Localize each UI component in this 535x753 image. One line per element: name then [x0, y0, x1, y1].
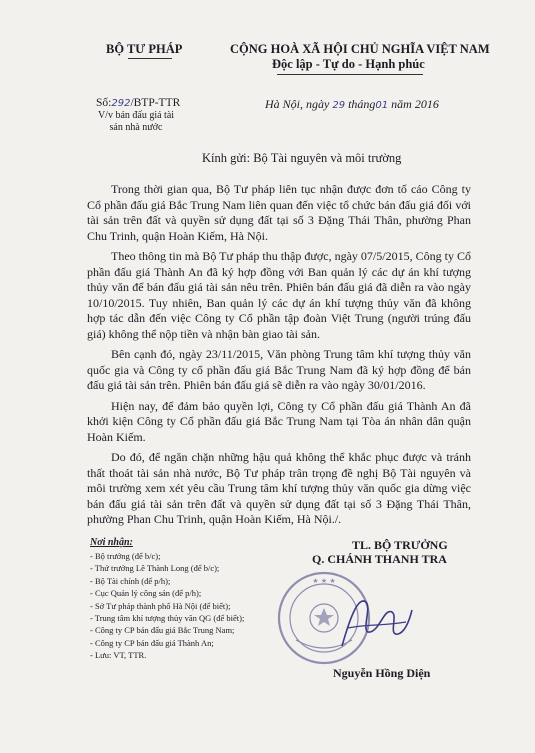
distribution-item: - Cục Quản lý công sản (để p/h); [90, 588, 202, 599]
distribution-title: Nơi nhận: [90, 537, 133, 548]
letter-body [87, 182, 471, 533]
date-month-handwritten: 01 [375, 100, 389, 111]
handwritten-signature [336, 588, 416, 658]
body-paragraph-2: Theo thông tin mà Bộ Tư pháp thu thập được, ngày 07/5/2015, Công ty Cổ phần đấu giá Thành An đã ký hợp đồng với Ban quản lý các dự án khí tượng thủy văn để bán đấu giá tài sản nêu trên. Phiên bán đấu giá đã diễn ra vào ngày 10/10/2015. Tuy nhiên, Ban quản lý các dự án khí tượng thủy văn đã không hợp tác dẫn đến việc Công ty Cổ phần tập đoàn Việt Trung (người trúng đấu giá) không thể nộp tiền và nhận bàn giao tài sản. [87, 249, 471, 341]
national-motto: Độc lập - Tự do - Hạnh phúc [272, 57, 425, 71]
date-year-label: năm 2016 [388, 97, 439, 111]
doc-number-prefix: Số: [96, 97, 112, 109]
signature-title-1: TL. BỘ TRƯỞNG [352, 538, 448, 552]
distribution-item: - Lưu: VT, TTR. [90, 650, 147, 661]
distribution-item: - Bộ Tài chính (để p/h); [90, 575, 171, 586]
signature-title-2: Q. CHÁNH THANH TRA [312, 552, 447, 566]
motto-underline [277, 74, 423, 75]
svg-text:★ ★ ★: ★ ★ ★ [312, 577, 336, 585]
recipient-line: Kính gửi: Bộ Tài nguyên và môi trường [202, 151, 402, 165]
doc-number-suffix: /BTP-TTR [130, 97, 181, 109]
document-number [96, 97, 180, 109]
signer-name: Nguyễn Hồng Diện [333, 666, 431, 680]
distribution-item: - Sở Tư pháp thành phố Hà Nội (để biết); [90, 600, 231, 611]
distribution-item: - Thứ trưởng Lê Thành Long (để b/c); [90, 563, 220, 574]
document-date [265, 97, 439, 112]
body-paragraph-1: Trong thời gian qua, Bộ Tư pháp liên tục nhận được đơn tố cáo Công ty Cổ phần đấu giá Bắc Trung Nam liên quan đến việc tổ chức bán đấu giá đối với tài sản trên đất và quyền sử dụng đất tại số 3 Đặng Thái Thân, phường Phan Chu Trinh, quận Hoàn Kiếm, Hà Nội. [87, 182, 471, 243]
body-paragraph-4: Hiện nay, để đảm bảo quyền lợi, Công ty Cổ phần đấu giá Thành An đã khởi kiện Công ty Cổ phần đấu giá Bắc Trung Nam tại Tòa án nhân dân quận Hoàn Kiếm. [87, 398, 471, 444]
distribution-item: - Công ty CP bán đấu giá Thành An; [90, 637, 214, 648]
organization-underline [128, 58, 172, 59]
distribution-list [90, 550, 244, 662]
date-prefix: Hà Nội, ngày [265, 97, 333, 111]
date-day-handwritten: 29 [332, 100, 346, 111]
body-paragraph-5: Do đó, để ngăn chặn những hậu quả không thể khắc phục được và tránh thất thoát tài sản nhà nước, Bộ Tư pháp trân trọng đề nghị Bộ Tài nguyên và môi trường xem xét yêu cầu Trung tâm khí tượng thủy văn quốc gia dừng việc bán đấu giá tài sản trên đất và quyền sử dụng đất tại số 3 Đặng Thái Thân, phường Phan Chu Trinh, quận Hoàn Kiếm, Hà Nội./. [87, 450, 471, 526]
document-subject: V/v bán đấu giá tài sản nhà nước [97, 110, 175, 133]
date-month-label: tháng [345, 97, 376, 111]
body-paragraph-3: Bên cạnh đó, ngày 23/11/2015, Văn phòng Trung tâm khí tượng thủy văn quốc gia và Công ty cổ phần đấu giá Bắc Trung Nam đã ký hợp đồng để bán đấu giá tài sản trên. Phiên bán đấu giá sẽ diễn ra vào ngày 30/01/2016. [87, 347, 471, 392]
distribution-item: - Công ty CP bán đấu giá Bắc Trung Nam; [90, 625, 235, 636]
national-title: CỘNG HOÀ XÃ HỘI CHỦ NGHĨA VIỆT NAM [230, 42, 490, 56]
distribution-item: - Trung tâm khí tượng thủy văn QG (để biết); [90, 613, 245, 624]
doc-number-handwritten: 292 [111, 98, 131, 109]
distribution-item: - Bộ trưởng (để b/c); [90, 551, 161, 561]
issuing-organization: BỘ TƯ PHÁP [106, 42, 183, 56]
